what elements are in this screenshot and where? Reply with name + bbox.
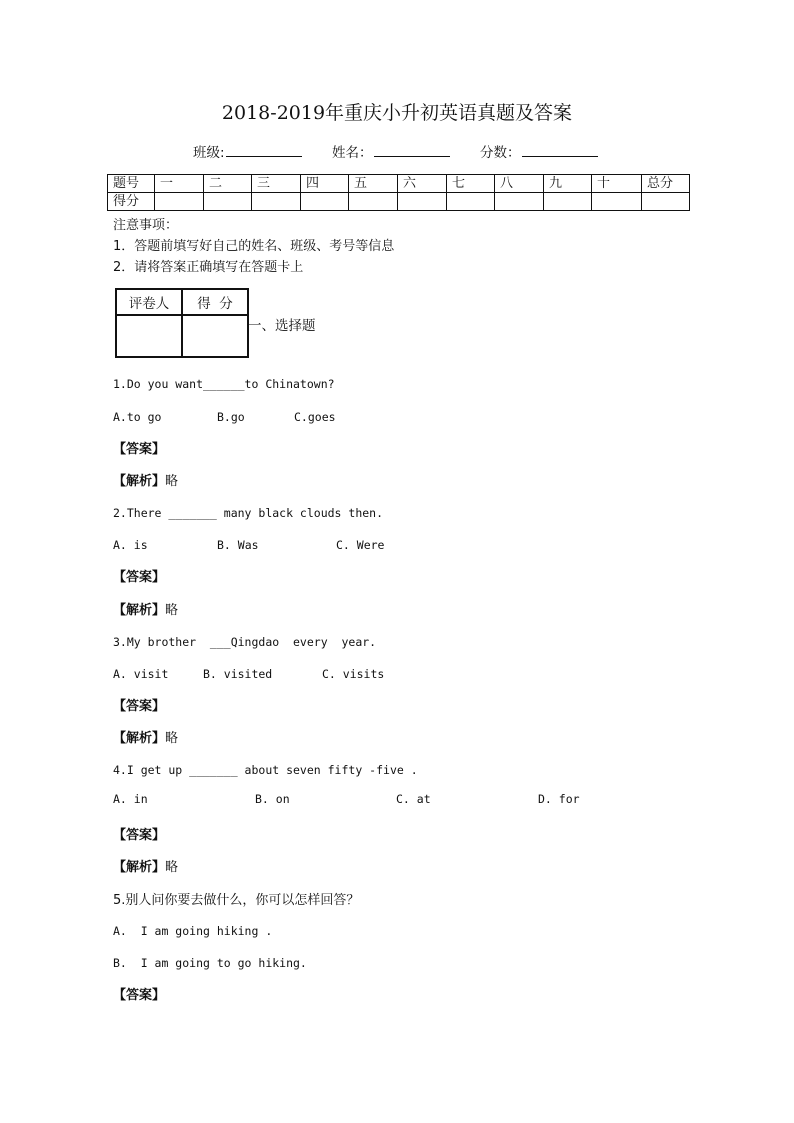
option: B. on [255, 792, 290, 806]
score-table-score-row [108, 193, 690, 211]
grader-score-label: 得 分 [182, 289, 248, 315]
score-table [107, 174, 690, 211]
score-cell[interactable] [252, 193, 301, 211]
class-field [193, 141, 302, 161]
row-label-cell: 得分 [108, 193, 155, 211]
analysis-text: 略 [165, 731, 179, 746]
analysis-label: 【解析】 [113, 603, 166, 618]
question-stem: 4.I get up _______ about seven fifty -five . [113, 763, 418, 777]
score-cell[interactable] [301, 193, 349, 211]
analysis-text: 略 [165, 474, 179, 489]
name-blank [374, 143, 450, 157]
header-cell: 总分 [642, 175, 690, 193]
class-label: 班级: [193, 145, 225, 161]
score-cell[interactable] [447, 193, 495, 211]
analysis-text: 略 [165, 603, 179, 618]
header-cell: 二 [204, 175, 252, 193]
page-title: 2018-2019年重庆小升初英语真题及答案 [221, 102, 573, 124]
answer-label: 【答案】 [113, 442, 166, 457]
analysis-label: 【解析】 [113, 731, 166, 746]
header-cell: 题号 [108, 175, 155, 193]
analysis-label: 【解析】 [113, 474, 166, 489]
score-cell[interactable] [204, 193, 252, 211]
answer-label: 【答案】 [113, 699, 166, 714]
answer-label: 【答案】 [113, 828, 166, 843]
note-item: 1．答题前填写好自己的姓名、班级、考号等信息 [113, 239, 395, 254]
option: A. in [113, 792, 148, 806]
question-stem: 2.There _______ many black clouds then. [113, 506, 384, 520]
score-field [480, 141, 598, 161]
option: A. visit [113, 667, 169, 681]
analysis [113, 599, 178, 618]
option: C. Were [336, 538, 385, 552]
header-cell: 一 [155, 175, 204, 193]
score-cell[interactable] [544, 193, 592, 211]
class-blank [226, 143, 302, 157]
section-title: 一、选择题 [248, 318, 316, 334]
analysis-text: 略 [165, 860, 179, 875]
score-cell[interactable] [592, 193, 642, 211]
option: A.to go [113, 410, 162, 424]
question-stem: 1.Do you want______to Chinatown? [113, 377, 335, 391]
reviewer-label: 评卷人 [116, 289, 182, 315]
question-stem: 5.别人问你要去做什么，你可以怎样回答？ [113, 893, 360, 908]
grader-table [115, 288, 249, 358]
notes-heading: 注意事项： [113, 218, 179, 233]
header-cell: 七 [447, 175, 495, 193]
answer-label: 【答案】 [113, 570, 166, 585]
option: A. I am going hiking . [113, 924, 273, 938]
score-cell[interactable] [398, 193, 447, 211]
option: B.go [217, 410, 245, 424]
score-cell[interactable] [155, 193, 204, 211]
header-cell: 十 [592, 175, 642, 193]
option: B. I am going to go hiking. [113, 956, 307, 970]
option: B. Was [217, 538, 259, 552]
note-item: 2．请将答案正确填写在答题卡上 [113, 260, 304, 275]
grader-score-cell[interactable] [182, 315, 248, 357]
score-blank [522, 143, 598, 157]
question-stem: 3.My brother ___Qingdao every year. [113, 635, 377, 649]
option: C. at [396, 792, 431, 806]
score-cell[interactable] [349, 193, 398, 211]
name-field [332, 141, 450, 161]
name-label: 姓名： [332, 145, 373, 161]
analysis [113, 856, 178, 875]
header-cell: 四 [301, 175, 349, 193]
header-cell: 六 [398, 175, 447, 193]
score-label: 分数： [480, 145, 521, 161]
analysis [113, 727, 178, 746]
header-cell: 九 [544, 175, 592, 193]
option: B. visited [203, 667, 273, 681]
header-cell: 五 [349, 175, 398, 193]
header-cell: 三 [252, 175, 301, 193]
option: C. visits [322, 667, 385, 681]
header-cell: 八 [495, 175, 544, 193]
score-cell[interactable] [642, 193, 690, 211]
analysis [113, 470, 178, 489]
score-table-header-row [108, 175, 690, 193]
option: C.goes [294, 410, 336, 424]
option: D. for [538, 792, 580, 806]
score-cell[interactable] [495, 193, 544, 211]
answer-label: 【答案】 [113, 988, 166, 1003]
option: A. is [113, 538, 148, 552]
analysis-label: 【解析】 [113, 860, 166, 875]
reviewer-cell[interactable] [116, 315, 182, 357]
